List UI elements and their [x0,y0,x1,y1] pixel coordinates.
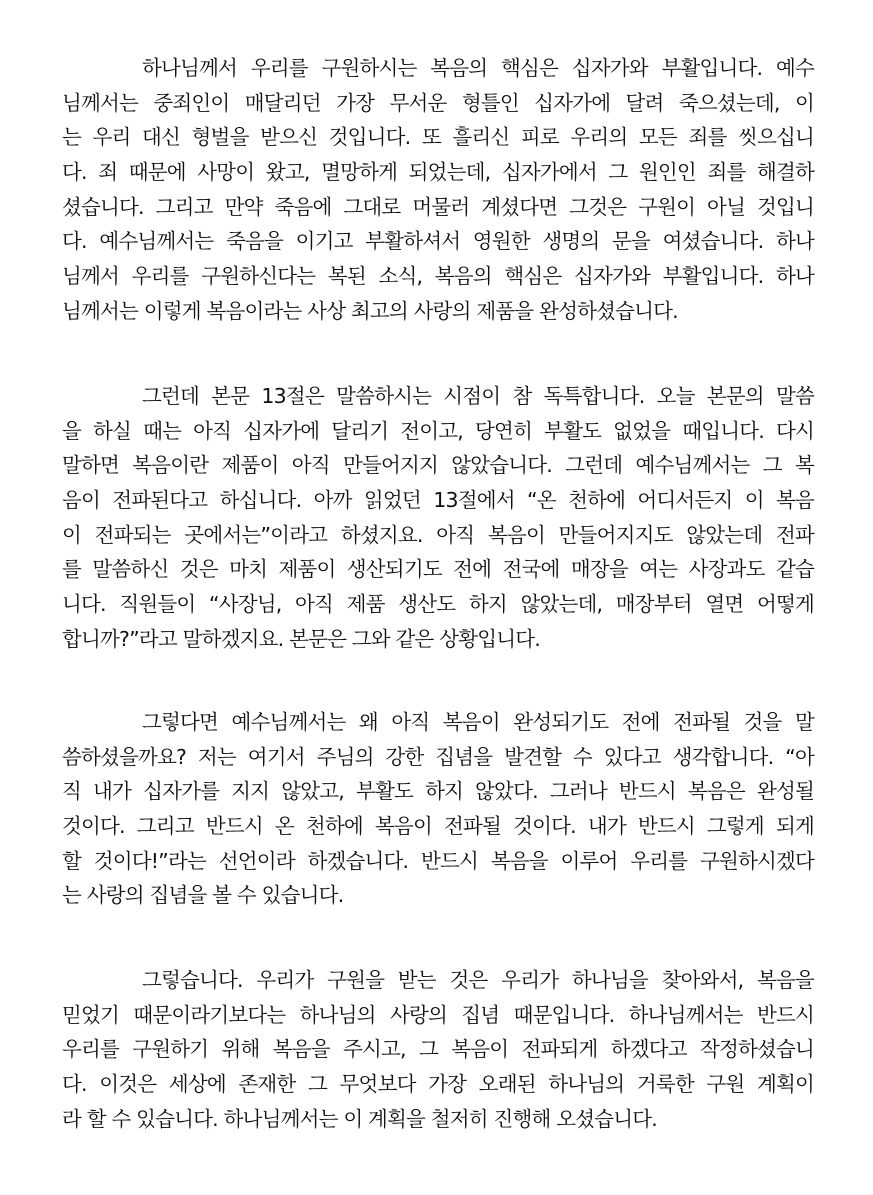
paragraph-4 [62,963,814,1136]
text-line: 라 할 수 있습니다. 하나님께서는 이 계획을 철저히 진행해 오셨습니다. [62,1106,657,1131]
text-line: 것이다. 그리고 반드시 온 천하에 복음이 전파될 것이다. 내가 반드시 그렇게 되게 [62,814,814,839]
paragraph-3 [62,705,814,913]
text-line: 다. 예수님께서는 죽음을 이기고 부활하셔서 영원한 생명의 문을 여셨습니다. 하나 [62,229,814,254]
text-line: 다. 죄 때문에 사망이 왔고, 멸망하게 되었는데, 십자가에서 그 원인인 죄를 해결하 [62,160,814,185]
paragraph-2 [62,379,814,657]
text-line: 님께서는 중죄인이 매달리던 가장 무서운 형틀인 십자가에 달려 죽으셨는데, 이 [62,90,814,115]
text-line: 다. 이것은 세상에 존재한 그 무엇보다 가장 오래된 하나님의 거룩한 구원 계획이 [62,1072,814,1097]
text-line: 그런데 본문 13절은 말씀하시는 시점이 참 독특합니다. 오늘 본문의 말씀 [142,384,814,408]
text-line: 이 전파되는 곳에서는”이라고 하셨지요. 아직 복음이 만들어지지도 않았는데 전파 [62,522,814,547]
text-line: 을 하실 때는 아직 십자가에 달리기 전이고, 당연히 부활도 없었을 때입니다. 다시 [62,418,814,443]
text-line: 하나님께서 우리를 구원하시는 복음의 핵심은 십자가와 부활입니다. 예수 [142,56,814,80]
text-line: 음이 전파된다고 하십니다. 아까 읽었던 13절에서 “온 천하에 어디서든지 이 복음 [62,488,814,513]
text-line: 합니까?”라고 말하겠지요. 본문은 그와 같은 상황입니다. [62,626,540,651]
text-line: 할 것이다!”라는 선언이라 하겠습니다. 반드시 복음을 이루어 우리를 구원하시겠다 [62,848,814,873]
text-line: 그렇습니다. 우리가 구원을 받는 것은 우리가 하나님을 찾아와서, 복음을 [142,968,814,992]
paragraph-1 [62,51,814,329]
text-line: 님께서 우리를 구원하신다는 복된 소식, 복음의 핵심은 십자가와 부활입니다. 하나 [62,264,814,289]
text-line: 믿었기 때문이라기보다는 하나님의 사랑의 집념 때문입니다. 하나님께서는 반드시 [62,1002,814,1027]
text-line: 니다. 직원들이 “사장님, 아직 제품 생산도 하지 않았는데, 매장부터 열면 어떻게 [62,592,814,617]
text-line: 말하면 복음이란 제품이 아직 만들어지지 않았습니다. 그런데 예수님께서는 그 복 [62,453,814,478]
text-line: 씀하셨을까요? 저는 여기서 주님의 강한 집념을 발견할 수 있다고 생각합니다. “아 [62,744,814,769]
text-line: 직 내가 십자가를 지지 않았고, 부활도 하지 않았다. 그러나 반드시 복음은 완성될 [62,779,814,804]
text-line: 는 우리 대신 형벌을 받으신 것입니다. 또 흘리신 피로 우리의 모든 죄를 씻으십니 [62,125,814,150]
text-line: 를 말씀하신 것은 마치 제품이 생산되기도 전에 전국에 매장을 여는 사장과도 같습 [62,557,814,582]
text-line: 셨습니다. 그리고 만약 죽음에 그대로 머물러 계셨다면 그것은 구원이 아닐 것입니 [62,194,814,219]
text-line: 우리를 구원하기 위해 복음을 주시고, 그 복음이 전파되게 하겠다고 작정하셨습니 [62,1037,814,1062]
text-line: 그렇다면 예수님께서는 왜 아직 복음이 완성되기도 전에 전파될 것을 말 [142,710,814,734]
text-line: 님께서는 이렇게 복음이라는 사상 최고의 사랑의 제품을 완성하셨습니다. [62,298,678,323]
text-line: 는 사랑의 집념을 볼 수 있습니다. [62,883,344,908]
